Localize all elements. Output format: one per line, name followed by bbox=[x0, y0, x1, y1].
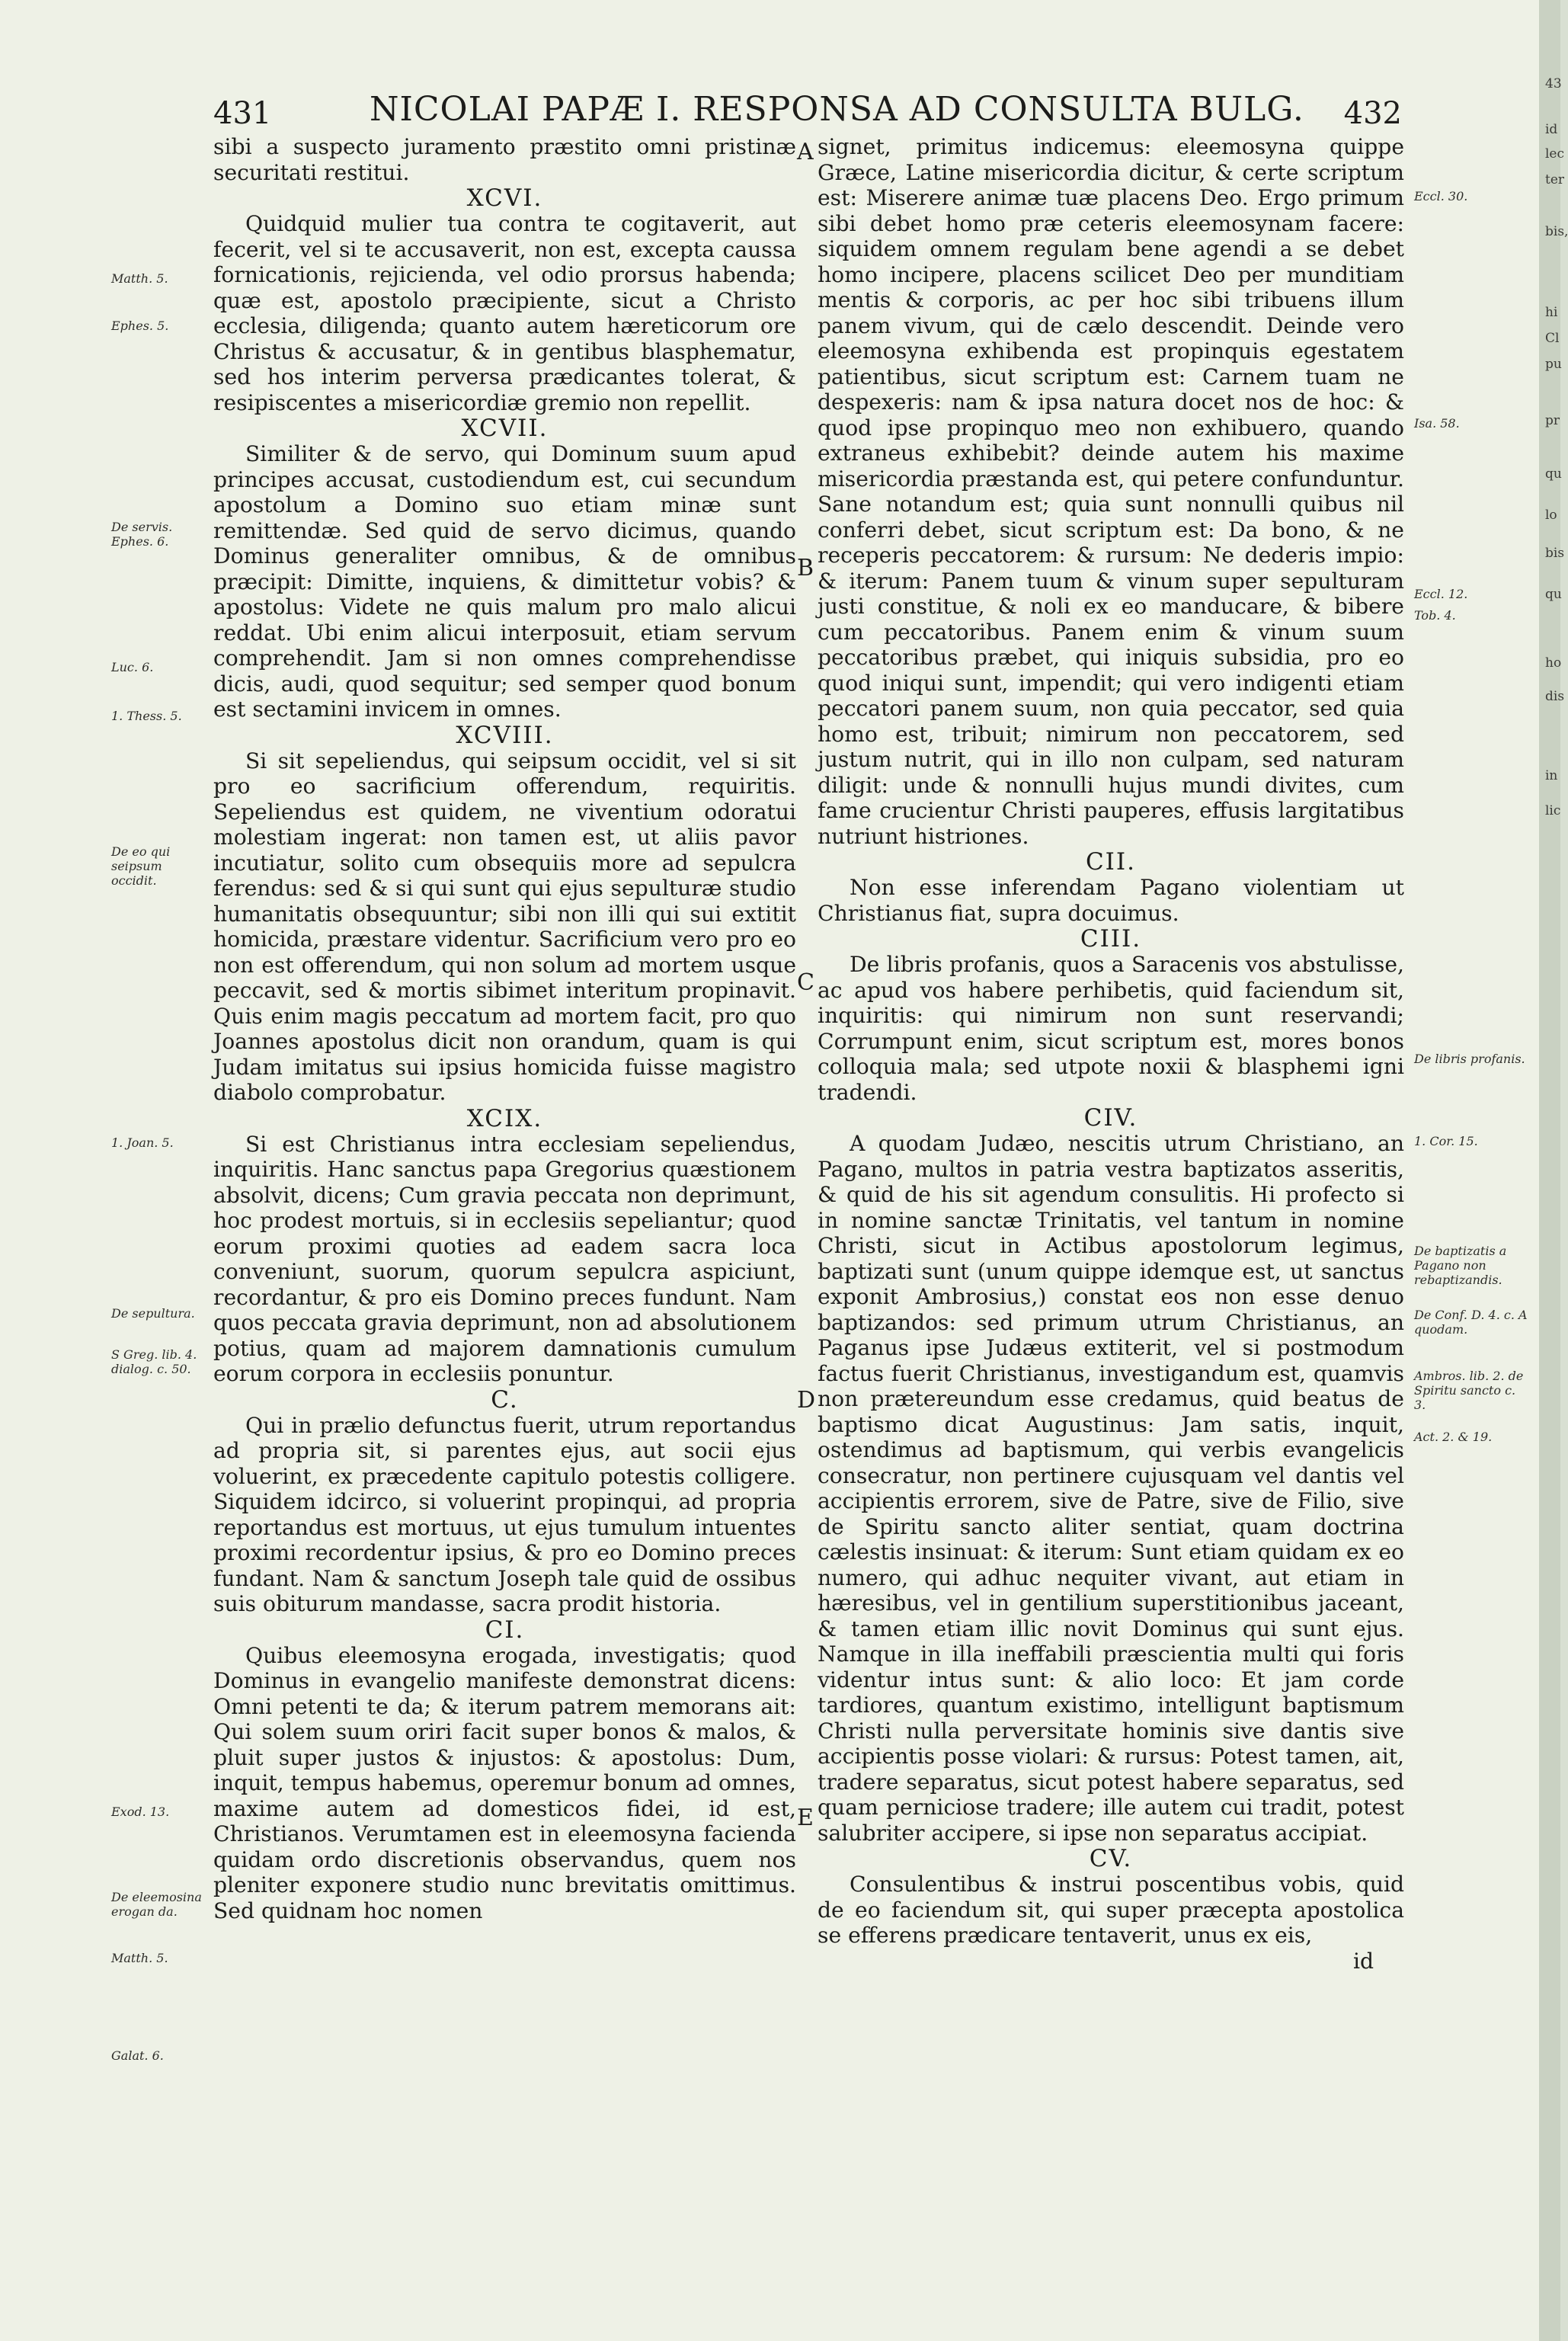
section-number: CII. bbox=[1085, 848, 1137, 876]
column-letter: B bbox=[797, 555, 814, 581]
left-page-number: 431 bbox=[213, 96, 272, 131]
margin-note: De Conf. D. 4. c. A quodam. bbox=[1414, 1308, 1528, 1337]
margin-note: Eccl. 30. bbox=[1414, 189, 1468, 203]
margin-note: Act. 2. & 19. bbox=[1414, 1430, 1493, 1444]
margin-note: De eo qui seipsum occidit. bbox=[111, 844, 171, 888]
edge-fragment: 43 bbox=[1545, 76, 1562, 91]
edge-fragment: lic bbox=[1545, 803, 1561, 818]
paragraph: Quidquid mulier tua contra te cogitaverit, aut fecerit, vel si te accusaverit, non est, excepta caussa fornicationis, rejicienda, vel odio prorsus habenda; quæ est, apostolo præcipiente, sicut a Christo ecclesia, diligenda; quanto autem hæreticorum ore Christus & accusatur, & in gentibus blasphematur, sed hos interim perversa prædicantes tolerat, & resipiscentes a misericordiæ gremio non repellit. bbox=[213, 211, 796, 415]
margin-note: Tob. 4. bbox=[1414, 608, 1456, 623]
next-page-edge bbox=[1539, 0, 1560, 2341]
column-letter: D bbox=[797, 1387, 816, 1414]
paragraph: sibi a suspecto juramento præstito omni pristinæ securitati restitui. bbox=[213, 134, 796, 185]
paragraph: De libris profanis, quos a Saracenis vos abstulisse, ac apud vos habere perhibetis, quid faciendum sit, inquiritis: qui nimirum non sunt reservandi; Corrumpunt enim, sicut scriptum est, mores bonos colloquia mala; sed utpote noxii & blasphemi igni tradendi. bbox=[818, 952, 1404, 1105]
edge-fragment: in bbox=[1545, 768, 1558, 783]
edge-fragment: bis bbox=[1545, 546, 1565, 561]
paragraph: Consulentibus & instrui poscentibus vobis, quid de eo faciendum sit, qui super præcepta apostolica se efferens prædicare tentaverit, unus ex eis, bbox=[818, 1872, 1404, 1948]
edge-fragment: pu bbox=[1545, 357, 1562, 372]
margin-note: 1. Cor. 15. bbox=[1414, 1134, 1478, 1148]
section-number: CIV. bbox=[1083, 1104, 1138, 1132]
margin-note: De eleemosina erogan da. bbox=[111, 1890, 202, 1919]
margin-note: Ephes. 5. bbox=[111, 319, 169, 333]
margin-note: De libris profanis. bbox=[1414, 1052, 1525, 1066]
margin-note: De servis. Ephes. 6. bbox=[111, 520, 173, 549]
column-letter: A bbox=[797, 139, 814, 165]
section-number: XCVII. bbox=[461, 415, 549, 442]
catchword: id bbox=[1352, 1948, 1374, 1974]
margin-note: De baptizatis a Pagano non rebaptizandis. bbox=[1414, 1244, 1507, 1287]
margin-note: De sepultura. bbox=[111, 1306, 195, 1321]
margin-note: 1. Thess. 5. bbox=[111, 709, 182, 723]
section-number: XCVI. bbox=[466, 184, 543, 212]
paragraph: Non esse inferendam Pagano violentiam ut Christianus fiat, supra docuimus. bbox=[818, 875, 1404, 926]
edge-fragment: ho bbox=[1545, 655, 1562, 671]
section-number: CIII. bbox=[1080, 925, 1142, 953]
margin-note: Galat. 6. bbox=[111, 2048, 164, 2063]
left-text-column bbox=[213, 134, 796, 1923]
paragraph: Similiter & de servo, qui Dominum suum apud principes accusat, custodiendum est, cui secundum apostolum a Domino suo etiam minæ sunt remittendæ. Sed quid de servo dicimus, quando Dominus generaliter omnibus, & de omnibus præcipit: Dimitte, inquiens, & dimittetur vobis? & apostolus: Videte ne quis malum pro malo alicui reddat. Ubi enim alicui interposuit, etiam servum comprehendit. Jam si non omnes comprehendisse dicis, audi, quod sequitur; sed semper quod bonum est sectamini invicem in omnes. bbox=[213, 441, 796, 722]
running-title: NICOLAI PAPÆ I. RESPONSA AD CONSULTA BULG. bbox=[370, 90, 1304, 129]
column-letter: C bbox=[797, 969, 814, 996]
edge-fragment: lec bbox=[1545, 146, 1565, 162]
paragraph: Quibus eleemosyna erogada, investigatis; quod Dominus in evangelio manifeste demonstrat dicens: Omni petenti te da; & iterum patrem memorans ait: Qui solem suum oriri facit super bonos & malos, & pluit super justos & injustos: & apostolus: Dum, inquit, tempus habemus, operemur bonum ad omnes, maxime autem ad domesticos fidei, id est, Christianos. Verumtamen est in eleemosyna facienda quidam ordo discretionis observandus, quem nos pleniter exponere studio nunc brevitatis omittimus. Sed quidnam hoc nomen bbox=[213, 1642, 796, 1923]
margin-note: Matth. 5. bbox=[111, 1951, 168, 1965]
margin-note: 1. Joan. 5. bbox=[111, 1135, 174, 1150]
paragraph: Si sit sepeliendus, qui seipsum occidit, vel si sit pro eo sacrificium offerendum, requiritis. Sepeliendus est quidem, ne viventium odoratui molestiam ingerat: non tamen est, ut aliis pavor incutiatur, solito cum obsequiis more ad sepulcra ferendus: sed & si qui sunt qui ejus sepulturæ studio humanitatis obsequuntur; sibi non illi qui sui extitit homicida, præstare videntur. Sacrificium vero pro eo non est offerendum, qui non solum ad mortem usque peccavit, sed & mortis sibimet interitum propinavit. Quis enim magis peccatum ad mortem facit, pro quo Joannes apostolus dicit non orandum, quam is qui Judam imitatus sui ipsius homicida fuisse magistro diabolo comprobatur. bbox=[213, 748, 796, 1105]
margin-note: S Greg. lib. 4. dialog. c. 50. bbox=[111, 1347, 197, 1376]
edge-fragment: pr bbox=[1545, 413, 1560, 428]
margin-note: Ambros. lib. 2. de Spiritu sancto c. 3. bbox=[1414, 1369, 1524, 1412]
margin-note: Eccl. 12. bbox=[1414, 587, 1468, 601]
paragraph: Si est Christianus intra ecclesiam sepeliendus, inquiritis. Hanc sanctus papa Gregorius quæstionem absolvit, dicens; Cum gravia peccata non deprimunt, hoc prodest mortuis, si in ecclesiis sepeliantur; quod eorum proximi quoties ad eadem sacra loca conveniunt, suorum, quorum sepulcra aspiciunt, recordantur, & pro eis Domino preces fundunt. Nam quos peccata gravia deprimunt, non ad absolutionem potius, quam ad majorem damnationis cumulum eorum corpora in ecclesiis ponuntur. bbox=[213, 1131, 796, 1386]
column-letter: E bbox=[797, 1805, 814, 1831]
paragraph: A quodam Judæo, nescitis utrum Christiano, an Pagano, multos in patria vestra baptizatos asseritis, & quid de his sit agendum consulitis. Hi profecto si in nomine sanctæ Trinitatis, vel tantum in nomine Christi, sicut in Actibus apostolorum legimus, baptizati sunt (unum quippe idemque est, ut sanctus exponit Ambrosius,) constat eos non esse denuo baptizandos: sed primum utrum Christianus, an Paganus ipse Judæus extiterit, vel si postmodum factus fuerit Christianus, investigandum est, quamvis non prætereundum esse credamus, quid beatus de baptismo dicat Augustinus: Jam satis, inquit, ostendimus ad baptismum, qui verbis evangelicis consecratur, non pertinere cujusquam vel dantis vel accipientis errorem, sive de Patre, sive de Filio, sive de Spiritu sancto aliter sentiat, quam doctrina cælestis insinuat: & iterum: Sunt etiam quidam ex eo numero, qui adhuc nequiter vivant, aut etiam in hæresibus, vel in gentilium superstitionibus jaceant, & tamen etiam illic novit Dominus qui sunt ejus. Namque in illa ineffabili præscientia multi qui foris videntur intus sunt: & alio loco: Et jam corde tardiores, quantum existimo, intelligunt baptismum Christi nulla perversitate hominis sive dantis sive accipientis posse violari: & rursus: Potest tamen, ait, tradere separatus, sicut potest habere separatus, sed quam perniciose tradere; ille autem cui tradit, potest salubriter accipere, si ipse non separatus accipiat. bbox=[818, 1131, 1404, 1846]
edge-fragment: qu bbox=[1545, 466, 1562, 482]
edge-fragment: lo bbox=[1545, 508, 1557, 523]
edge-fragment: bis, bbox=[1545, 224, 1568, 239]
edge-fragment: Cl bbox=[1545, 331, 1560, 346]
paragraph: signet, primitus indicemus: eleemosyna quippe Græce, Latine misericordia dicitur, & certe scriptum est: Miserere animæ tuæ placens Deo. Ergo primum sibi debet homo præ ceteris eleemosynam facere: siquidem omnem regulam bene agendi a se debet homo incipere, placens scilicet Deo per munditiam mentis & corporis, ac per hoc sibi tribuens illum panem vivum, qui de cælo descendit. Deinde vero eleemosyna exhibenda est propinquis egestatem patientibus, sicut scriptum est: Carnem tuam ne despexeris: nam & ipsa natura docet nos de hoc: & quod ipse propinquo meo non exhibuero, quando extraneus exhibebit? deinde autem his maxime misericordia præstanda est, qui petere confunduntur. Sane notandum est; quia sunt nonnulli quibus nil conferri debet, sicut scriptum est: Da bono, & ne receperis peccatorem: & rursum: Ne dederis impio: & iterum: Panem tuum & vinum super sepulturam justi constitue, & noli ex eo manducare, & bibere cum peccatoribus. Panem enim & vinum suum peccatoribus præbet, qui iniquis subsidia, pro eo quod iniqui sunt, impendit; qui vero indigenti etiam peccatori panem suum, non quia peccator, sed quia homo est, tribuit; nimirum non peccatorem, sed justum nutrit, qui in illo non culpam, sed naturam diligit: unde & nonnulli hujus mundi divites, cum fame crucientur Christi pauperes, effusis largitatibus nutriunt histriones. bbox=[818, 134, 1404, 849]
running-header bbox=[213, 90, 1402, 136]
right-text-column bbox=[818, 134, 1404, 1974]
edge-fragment: id bbox=[1545, 122, 1558, 137]
edge-fragment: qu bbox=[1545, 587, 1562, 602]
margin-note: Exod. 13. bbox=[111, 1805, 170, 1819]
margin-note: Isa. 58. bbox=[1414, 416, 1460, 431]
right-page-number: 432 bbox=[1343, 96, 1402, 131]
edge-fragment: ter bbox=[1545, 172, 1565, 187]
edge-fragment: dis bbox=[1545, 689, 1565, 704]
section-number: XCVIII. bbox=[456, 721, 554, 749]
edge-fragment: hi bbox=[1545, 305, 1558, 320]
margin-note: Luc. 6. bbox=[111, 660, 154, 674]
section-number: C. bbox=[491, 1385, 519, 1414]
section-number: CV. bbox=[1089, 1845, 1133, 1872]
paragraph: Qui in prælio defunctus fuerit, utrum reportandus ad propria sit, si parentes ejus, aut socii ejus voluerint, ex præcedente capitulo potestis colligere. Siquidem idcirco, si voluerint propinqui, ad propria reportandus est mortuus, ut ejus tumulum intuentes proximi recordentur ipsius, & pro eo Domino preces fundant. Nam & sanctum Joseph tale quid de ossibus suis obiturum mandasse, sacra prodit historia. bbox=[213, 1412, 796, 1616]
section-number: CI. bbox=[485, 1616, 525, 1644]
section-number: XCIX. bbox=[466, 1104, 543, 1132]
margin-note: Matth. 5. bbox=[111, 271, 168, 286]
